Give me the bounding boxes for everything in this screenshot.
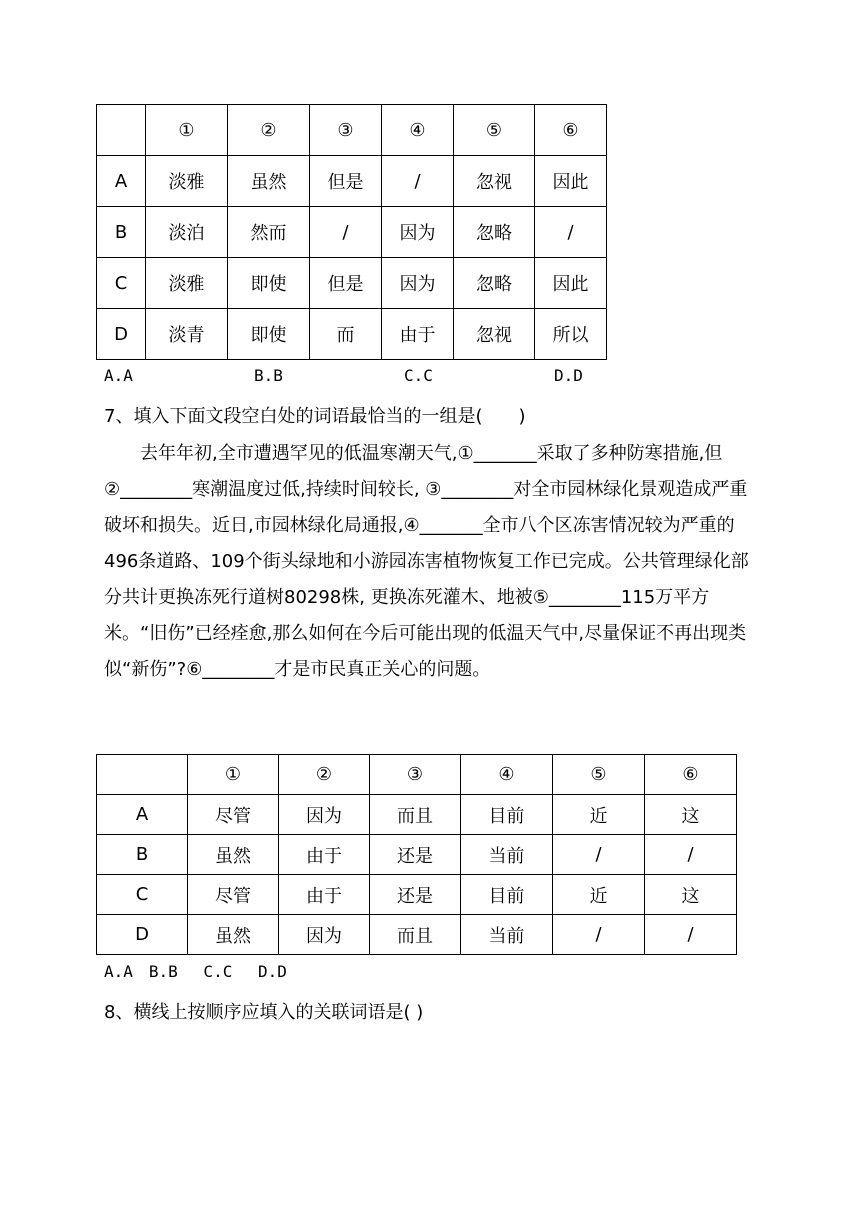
table-row [97, 207, 607, 258]
table-cell: ② [228, 105, 310, 156]
table-cell: 由于 [279, 875, 370, 915]
table-cell: / [310, 207, 382, 258]
table-cell: 目前 [461, 875, 553, 915]
table-header-row [97, 105, 607, 156]
table-cell: 忽略 [454, 207, 535, 258]
table-cell: 因此 [535, 258, 607, 309]
table-cell: 淡雅 [146, 258, 228, 309]
table-cell: 然而 [228, 207, 310, 258]
table-cell: 所以 [535, 309, 607, 360]
table-cell: / [645, 915, 737, 955]
table-cell: ⑤ [553, 755, 645, 795]
table-cell: D [97, 309, 146, 360]
table-cell: 而 [310, 309, 382, 360]
table-cell: 目前 [461, 795, 553, 835]
table-cell: B [97, 207, 146, 258]
option-c: C.C [404, 366, 433, 385]
table-row [97, 915, 737, 955]
table-cell: C [97, 875, 188, 915]
table-cell: 尽管 [188, 875, 279, 915]
table-cell: ④ [461, 755, 553, 795]
table-cell: 因为 [279, 795, 370, 835]
table-cell: A [97, 795, 188, 835]
table-row [97, 795, 737, 835]
answer-table-q6 [96, 104, 607, 360]
table-cell: / [553, 835, 645, 875]
table-cell: 当前 [461, 835, 553, 875]
table-cell: 忽略 [454, 258, 535, 309]
table-cell: 当前 [461, 915, 553, 955]
table-cell: ⑥ [645, 755, 737, 795]
table-cell: / [553, 915, 645, 955]
table-cell: ① [146, 105, 228, 156]
table-cell: 因为 [279, 915, 370, 955]
table-row [97, 309, 607, 360]
table-cell: 即使 [228, 258, 310, 309]
table-cell: 由于 [279, 835, 370, 875]
table-cell: ② [279, 755, 370, 795]
table-row [97, 875, 737, 915]
table-cell: 虽然 [188, 915, 279, 955]
table-cell: 这 [645, 795, 737, 835]
table-cell: ① [188, 755, 279, 795]
table-cell: 因为 [382, 207, 454, 258]
table-cell: 由于 [382, 309, 454, 360]
table-cell: 这 [645, 875, 737, 915]
table-cell: 尽管 [188, 795, 279, 835]
table-header-row [97, 755, 737, 795]
table-cell: ③ [310, 105, 382, 156]
table-cell: A [97, 156, 146, 207]
table-cell: 而且 [370, 915, 461, 955]
table-cell: / [645, 835, 737, 875]
table-cell: 淡青 [146, 309, 228, 360]
table-cell: C [97, 258, 146, 309]
table-cell: 忽视 [454, 156, 535, 207]
table-cell: 但是 [310, 156, 382, 207]
table-cell: / [535, 207, 607, 258]
table-cell: 还是 [370, 875, 461, 915]
table-row [97, 258, 607, 309]
table-cell: 淡泊 [146, 207, 228, 258]
table-cell: ③ [370, 755, 461, 795]
question-7-options: A.A B.B C.C D.D [104, 962, 287, 981]
table-cell: 虽然 [188, 835, 279, 875]
table-cell: 淡雅 [146, 156, 228, 207]
table-cell: 近 [553, 875, 645, 915]
table-cell [97, 105, 146, 156]
table-cell [97, 755, 188, 795]
table-cell: 近 [553, 795, 645, 835]
table-cell: 即使 [228, 309, 310, 360]
table-cell: 而且 [370, 795, 461, 835]
table-row [97, 835, 737, 875]
table-cell: 忽视 [454, 309, 535, 360]
option-a: A.A [104, 366, 133, 385]
table-cell: ⑥ [535, 105, 607, 156]
table-cell: 但是 [310, 258, 382, 309]
question-7-title: 7、填入下面文段空白处的词语最恰当的一组是( ) [104, 406, 526, 427]
table-cell: D [97, 915, 188, 955]
option-d: D.D [554, 366, 583, 385]
table-cell: / [382, 156, 454, 207]
question-8-title: 8、横线上按顺序应填入的关联词语是( ) [104, 1002, 424, 1023]
answer-table-q7 [96, 754, 737, 955]
table-cell: ④ [382, 105, 454, 156]
question-7-passage: 去年年初,全市遭遇罕见的低温寒潮天气,①_______采取了多种防寒措施,但②________寒潮温度过低,持续时间较长, ③________对全市园林绿化景观造成严重破坏和损失。近日,市园林绿化局通报,④_______全市八个区冻害情况较为严重的496条道路、109个街头绿地和小游园冻害植物恢复工作已完成。公共管理绿化部分共计更换冻死行道树80298株, 更换冻死灌木、地被⑤________115万平方米。“旧伤”已经痊愈,那么如何在今后可能出现的低温天气中,尽量保证不再出现类似“新伤”?⑥________才是市民真正关心的问题。 [104, 443, 749, 680]
table-cell: 虽然 [228, 156, 310, 207]
table-cell: 因为 [382, 258, 454, 309]
table-cell: 还是 [370, 835, 461, 875]
table-cell: 因此 [535, 156, 607, 207]
table-row [97, 156, 607, 207]
option-b: B.B [254, 366, 283, 385]
table-cell: ⑤ [454, 105, 535, 156]
table-cell: B [97, 835, 188, 875]
